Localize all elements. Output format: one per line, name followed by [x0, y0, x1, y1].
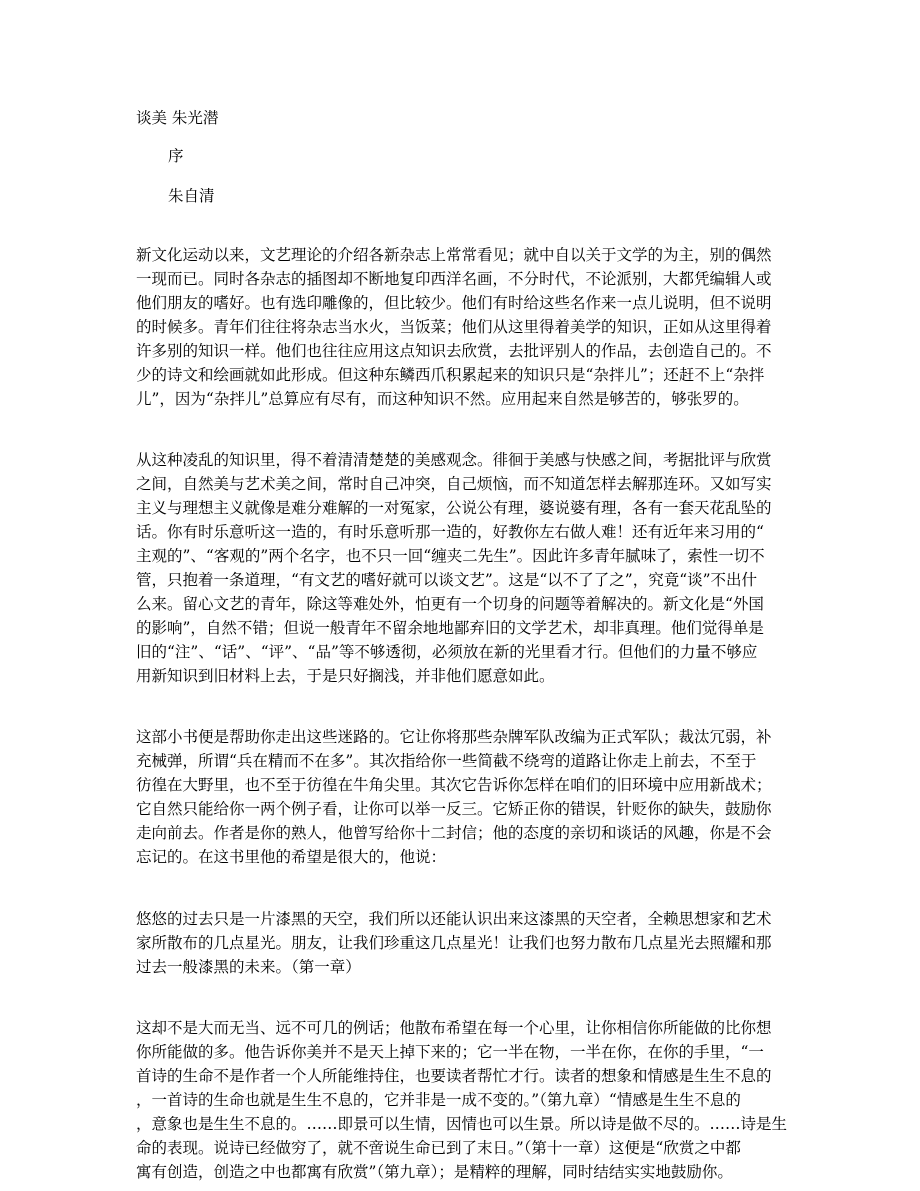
document-title: 谈美 朱光潜 — [136, 109, 219, 127]
text-line: ，意象也是生生不息的。……即景可以生情，因情也可以生景。所以诗是做不尽的。……诗是生 — [136, 1115, 788, 1133]
text-line: 首诗的生命不是作者一个人所能维持住，也要读者帮忙才行。读者的想象和情感是生生不息的 — [136, 1067, 772, 1085]
text-line: 你所能做的多。他告诉你美并不是天上掉下来的；它一半在物，一半在你，在你的手里，“一 — [136, 1043, 764, 1061]
text-line: 充械弹，所谓“兵在精而不在多”。其次指给你一些简截不绕弯的道路让你走上前去，不至于 — [136, 752, 757, 770]
text-line: ，一首诗的生命也就是生生不息的，它并非是一成不变的。”（第九章）“情感是生生不息的 — [136, 1091, 741, 1109]
text-line: 忘记的。在这书里他的希望是很大的，他说： — [136, 848, 447, 866]
text-line: 儿”，因为“杂拌儿”总算应有尽有，而这种知识不然。应用起来自然是够苦的，够张罗的。 — [136, 390, 749, 408]
text-line: 过去一般漆黑的未来。（第一章） — [136, 958, 361, 976]
text-line: 用新知识到旧材料上去，于是只好搁浅，并非他们愿意如此。 — [136, 667, 555, 685]
preface-heading: 序 — [168, 147, 184, 165]
text-line: 话。你有时乐意听这一造的，有时乐意听那一造的，好教你左右做人难！还有近年来习用的“ — [136, 523, 764, 541]
text-line: 么来。留心文艺的青年，除这等难处外，怕更有一个切身的问题等着解决的。新文化是“外国 — [136, 595, 764, 613]
text-line: 这部小书便是帮助你走出这些迷路的。它让你将那些杂牌军队改编为正式军队；裁汰冗弱，补 — [136, 728, 772, 746]
text-line: 这却不是大而无当、远不可几的例话；他散布希望在每一个心里，让你相信你所能做的比你想 — [136, 1019, 772, 1037]
text-line: 主观的”、“客观的”两个名字，也不只一回“缠夹二先生”。因此许多青年腻味了，索性一切不 — [136, 547, 765, 565]
text-line: 走向前去。作者是你的熟人，他曾写给你十二封信；他的态度的亲切和谈话的风趣，你是不会 — [136, 824, 772, 842]
text-line: 寓有创造，创造之中也都寓有欣赏”（第九章）；是精粹的理解，同时结结实实地鼓励你。 — [136, 1163, 733, 1181]
text-line: 的时候多。青年们往往将杂志当水火，当饭菜；他们从这里得着美学的知识，正如从这里得着 — [136, 318, 772, 336]
text-line: 之间，自然美与艺术美之间，常时自己冲突，自己烦恼，而不知道怎样去解那连环。又如写实 — [136, 475, 772, 493]
text-line: 它自然只能给你一两个例子看，让你可以举一反三。它矫正你的错误，针贬你的缺失，鼓励你 — [136, 800, 772, 818]
text-line: 主义与理想主义就像是难分难解的一对冤家，公说公有理，婆说婆有理，各有一套天花乱坠的 — [136, 499, 772, 517]
text-line: 家所散布的几点星光。朋友，让我们珍重这几点星光！让我们也努力散布几点星光去照耀和那 — [136, 934, 772, 952]
text-line: 旧的“注”、“话”、“评”、“品”等不够透彻，必须放在新的光里看才行。但他们的力量不够应 — [136, 643, 758, 661]
text-line: 悠悠的过去只是一片漆黑的天空，我们所以还能认识出来这漆黑的天空者，全赖思想家和艺术 — [136, 910, 772, 928]
preface-author: 朱自清 — [168, 187, 215, 205]
text-line: 新文化运动以来，文艺理论的介绍各新杂志上常常看见；就中自以关于文学的为主，别的偶然 — [136, 246, 772, 264]
text-line: 从这种凌乱的知识里，得不着清清楚楚的美感观念。徘徊于美感与快感之间，考据批评与欣赏 — [136, 451, 772, 469]
text-line: 他们朋友的嗜好。也有选印雕像的，但比较少。他们有时给这些名作来一点儿说明，但不说明 — [136, 294, 772, 312]
text-line: 管，只抱着一条道理，“有文艺的嗜好就可以谈文艺”。这是“以不了了之”，究竟“谈”不出什 — [136, 571, 758, 589]
text-line: 许多别的知识一样。他们也往往应用这点知识去欣赏，去批评别人的作品，去创造自己的。不 — [136, 342, 772, 360]
text-line: 一现而已。同时各杂志的插图却不断地复印西洋名画，不分时代，不论派别，大都凭编辑人或 — [136, 270, 772, 288]
text-line: 命的表现。说诗已经做穷了，就不啻说生命已到了末日。”（第十一章）这便是“欣赏之中都 — [136, 1139, 741, 1157]
text-line: 少的诗文和绘画就如此形成。但这种东鳞西爪积累起来的知识只是“杂拌儿”；还赶不上“杂拌 — [136, 366, 765, 384]
text-line: 的影响”，自然不错；但说一般青年不留余地地鄙弃旧的文学艺术，却非真理。他们觉得单是 — [136, 619, 764, 637]
text-line: 彷徨在大野里，也不至于彷徨在牛角尖里。其次它告诉你怎样在咱们的旧环境中应用新战术； — [136, 776, 772, 794]
